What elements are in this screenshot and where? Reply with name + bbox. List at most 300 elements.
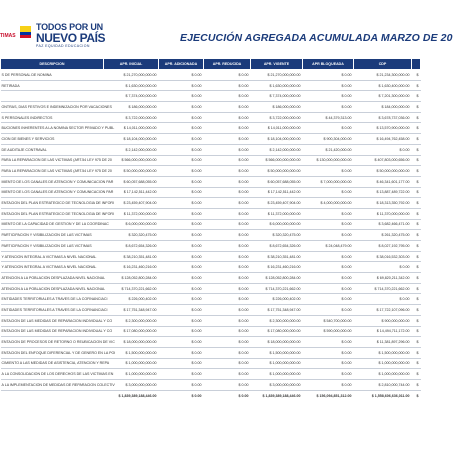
row-amount: $ 0.00 [204, 102, 251, 113]
row-amount: $ 38,016,532,303.00 [354, 251, 412, 262]
row-amount: $ 0.00 [159, 208, 204, 219]
row-amount: $ 23,459,407,904.00 [104, 198, 159, 209]
row-amount: $ 11,372,000,000.00 [251, 208, 303, 219]
table-row [1, 166, 421, 177]
row-amount: $ 0.00 [303, 80, 354, 91]
row-amount: $ 0.00 [204, 273, 251, 284]
table-row [1, 70, 421, 81]
row-amount: $ 128,052,800,284.00 [104, 273, 159, 284]
row-amount: $ 0.00 [303, 219, 354, 230]
total-amount: $ 1,558,606,636,011.00 [354, 390, 412, 402]
row-amount: $ 1,000,000,000.00 [251, 369, 303, 380]
row-amount: $ 1,500,000,000.00 [104, 347, 159, 358]
government-logo [36, 23, 126, 49]
row-amount: $ 18,104,000,000.00 [251, 134, 303, 145]
row-amount: $ 714,370,221,662.00 [354, 283, 412, 294]
table-row [1, 102, 421, 113]
row-amount: $ 226,000,402.00 [251, 294, 303, 305]
row-amount: $ 13,887,489,722.00 [354, 187, 412, 198]
row-amount: $ 0.00 [204, 241, 251, 252]
row-amount: $ 0.00 [204, 230, 251, 241]
row-description: PARA LA REPARACION DE LAS VICTIMAS (ART.54 LEY 975 DE 20 [1, 155, 104, 166]
row-amount: $ 21,270,000,000.00 [251, 70, 303, 81]
row-amount: $ 0.00 [204, 219, 251, 230]
row-amount: $ 0.00 [204, 144, 251, 155]
row-amount: $ 16,231,460,216.00 [104, 262, 159, 273]
row-amount: $ 0.00 [204, 166, 251, 177]
row-description: A LA CONSOLIDACION DE LOS DERECHOS DE LAS VICTIMAS EN [1, 369, 104, 380]
row-amount: $ 0.00 [204, 187, 251, 198]
row-amount: $ 0.00 [204, 123, 251, 134]
row-description: BUCIONES INHERENTES A LA NOMINA SECTOR PRIVADO Y PUBL [1, 123, 104, 134]
row-description: ONTRAS, DIAS FESTIVOS E INDEMNIZACION POR VACACIONES [1, 102, 104, 113]
row-amount: $ 17,142,511,442.00 [104, 187, 159, 198]
table-row [1, 80, 421, 91]
row-amount: $ [412, 219, 421, 230]
row-amount: $ 0.00 [303, 369, 354, 380]
row-amount: $ 0.00 [303, 358, 354, 369]
totals-row [1, 390, 421, 402]
row-amount: $ 16,494,762,458.00 [354, 134, 412, 145]
row-amount: $ 0.00 [354, 144, 412, 155]
row-amount: $ 46,341,601,177.00 [354, 176, 412, 187]
row-amount: $ 0.00 [303, 294, 354, 305]
row-amount: $ [412, 251, 421, 262]
row-amount: $ [412, 166, 421, 177]
table-row [1, 112, 421, 123]
row-description: ATENCION A LA POBLACION DESPLAZADA NIVEL NACIONAL [1, 283, 104, 294]
budget-table-container [0, 58, 419, 402]
row-amount: $ 0.00 [159, 219, 204, 230]
table-row [1, 144, 421, 155]
row-amount: $ 407,803,000,656.00 [354, 155, 412, 166]
row-amount: $ 0.00 [204, 208, 251, 219]
row-description: S DE PERSONAL DE NOMINA [1, 70, 104, 81]
row-amount: $ 0.00 [204, 91, 251, 102]
row-amount: $ 1,000,000,000.00 [251, 358, 303, 369]
row-amount: $ [412, 176, 421, 187]
row-description: CION DE BIENES Y SERVICIOS [1, 134, 104, 145]
row-amount: $ 0.00 [303, 251, 354, 262]
row-amount: $ 0.00 [204, 347, 251, 358]
row-description [1, 91, 104, 102]
row-amount: $ 69,820,211,342.00 [354, 273, 412, 284]
row-amount: $ 0.00 [204, 198, 251, 209]
table-row [1, 251, 421, 262]
table-row [1, 198, 421, 209]
row-amount: $ 0.00 [159, 283, 204, 294]
row-amount: $ [412, 315, 421, 326]
row-amount: $ 4,000,000,000.00 [303, 198, 354, 209]
row-amount: $ 7,374,000,000.00 [251, 91, 303, 102]
row-amount: $ 21,234,300,000.00 [354, 70, 412, 81]
row-amount: $ 0.00 [204, 326, 251, 337]
row-amount: $ [412, 241, 421, 252]
row-amount: $ 18,000,000,000.00 [104, 337, 159, 348]
row-amount: $ 2,810,000,744.00 [354, 379, 412, 390]
row-amount: $ 0.00 [159, 198, 204, 209]
row-amount: $ 17,142,511,442.00 [251, 187, 303, 198]
colombia-flag-icon [20, 26, 31, 38]
row-description: PARTICIPACION Y VISIBILIZACION DE LAS VICTIMAS [1, 230, 104, 241]
row-amount: $ 0.00 [303, 187, 354, 198]
row-amount: $ 0.00 [159, 337, 204, 348]
flag-red-band [20, 35, 31, 38]
row-amount: $ 8,672,654,326.00 [104, 241, 159, 252]
row-amount: $ 1,000,000,000.00 [104, 369, 159, 380]
table-row [1, 262, 421, 273]
row-amount: $ 60,057,688,055.00 [104, 176, 159, 187]
row-description: RETIRADA [1, 80, 104, 91]
row-amount: $ 7,000,000,000.00 [303, 176, 354, 187]
row-amount: $ 0.00 [159, 251, 204, 262]
row-amount: $ [412, 91, 421, 102]
row-amount: $ 130,000,000,000.00 [303, 155, 354, 166]
row-amount: $ 3,682,466,471.00 [354, 219, 412, 230]
row-amount: $ 0.00 [159, 166, 204, 177]
row-amount: $ [412, 305, 421, 316]
row-amount: $ 0.00 [303, 230, 354, 241]
row-amount: $ 3,722,000,000.00 [104, 112, 159, 123]
row-amount: $ 1,000,000,000.00 [104, 358, 159, 369]
row-amount: $ 0.00 [159, 230, 204, 241]
row-amount: $ [412, 198, 421, 209]
row-amount: $ 0.00 [204, 337, 251, 348]
page-title: EJECUCIÓN AGREGADA ACUMULADA MARZO DE 20 [180, 32, 453, 44]
row-amount: $ 0.00 [159, 155, 204, 166]
logo-line-1: TODOS POR UN [36, 22, 103, 32]
row-amount: $ 714,370,221,662.00 [104, 283, 159, 294]
row-amount: $ 186,000,000.00 [251, 102, 303, 113]
row-amount: $ 8,027,192,795.00 [354, 241, 412, 252]
row-amount: $ 2,142,000,000.00 [104, 144, 159, 155]
row-amount: $ 0.00 [159, 347, 204, 358]
table-row [1, 273, 421, 284]
table-row [1, 379, 421, 390]
logo-line-2: NUEVO PAÍS [36, 31, 106, 45]
row-amount: $ 0.00 [303, 70, 354, 81]
row-amount: $ 0.00 [303, 305, 354, 316]
row-amount: $ [412, 294, 421, 305]
table-row [1, 219, 421, 230]
row-amount: $ [412, 134, 421, 145]
column-header: CDP [354, 59, 412, 70]
row-description: ENTACION DE LAS MEDIDAS DE REPARACION INDIVIDUAL Y CO [1, 315, 104, 326]
row-amount: $ 714,370,221,662.00 [251, 283, 303, 294]
row-description: PARTICIPACION Y VISIBILIZACION DE LAS VICTIMAS [1, 241, 104, 252]
row-amount: $ 0.00 [204, 70, 251, 81]
row-amount: $ 0.00 [159, 273, 204, 284]
row-amount: $ 0.00 [159, 305, 204, 316]
row-amount: $ 0.00 [204, 262, 251, 273]
row-amount: $ [412, 283, 421, 294]
row-amount: $ 0.00 [159, 102, 204, 113]
row-amount: $ 3,000,000,000.00 [104, 379, 159, 390]
row-amount: $ 50,000,000,000.00 [354, 166, 412, 177]
row-amount: $ [412, 347, 421, 358]
table-row [1, 347, 421, 358]
row-amount: $ [412, 262, 421, 273]
row-amount: $ 18,104,000,000.00 [104, 134, 159, 145]
row-amount: $ 0.00 [159, 294, 204, 305]
row-amount: $ 38,210,351,481.00 [251, 251, 303, 262]
row-description: ATENCION A LA POBLACION DESPLAZADA NIVEL NACIONAL [1, 273, 104, 284]
row-amount: $ [412, 369, 421, 380]
row-amount: $ 0.00 [159, 123, 204, 134]
row-amount: $ 8,672,654,326.00 [251, 241, 303, 252]
table-row [1, 123, 421, 134]
table-header-row [1, 59, 421, 70]
logo-line-3: PAZ EQUIDAD EDUCACION [36, 44, 90, 48]
table-row [1, 305, 421, 316]
row-amount: $ 6,000,000,000.00 [251, 219, 303, 230]
row-amount: $ 0.00 [204, 155, 251, 166]
table-row [1, 294, 421, 305]
total-amount: $ 1,839,389,188,446.00 [104, 390, 159, 402]
row-amount: $ 0.00 [303, 379, 354, 390]
total-amount: $ 0.00 [204, 390, 251, 402]
row-amount: $ 17,722,107,096.00 [354, 305, 412, 316]
row-amount: $ 3,678,737,036.00 [354, 112, 412, 123]
row-amount: $ 1,000,000,000.00 [354, 369, 412, 380]
column-header: APR. ADICIONADA [159, 59, 204, 70]
row-amount: $ 0.00 [204, 379, 251, 390]
row-description: CIMIENTO A LAS MEDIDAS DE ASISTENCIA, ATENCION Y REPA [1, 358, 104, 369]
total-amount [1, 390, 104, 402]
column-header [412, 59, 421, 70]
table-row [1, 315, 421, 326]
row-amount: $ [412, 112, 421, 123]
row-amount: $ 590,000,000.00 [303, 326, 354, 337]
row-amount: $ 900,304,000.00 [303, 134, 354, 145]
row-amount: $ 0.00 [204, 294, 251, 305]
budget-table [0, 58, 421, 402]
row-amount: $ 17,751,348,947.00 [251, 305, 303, 316]
row-amount: $ 0.00 [303, 123, 354, 134]
row-amount: $ 900,000,000.00 [354, 315, 412, 326]
row-amount: $ 0.00 [303, 337, 354, 348]
victimas-logo-text: TIMAS [0, 33, 16, 39]
total-amount: $ 1,839,389,188,446.00 [251, 390, 303, 402]
table-row [1, 283, 421, 294]
row-amount: $ 320,320,475.00 [251, 230, 303, 241]
row-amount: $ [412, 273, 421, 284]
table-row [1, 134, 421, 145]
row-amount: $ 0.00 [204, 315, 251, 326]
row-amount: $ 186,000,000.00 [104, 102, 159, 113]
row-amount: $ 566,000,000,000.00 [251, 155, 303, 166]
row-amount: $ 0.00 [159, 144, 204, 155]
row-amount: $ 7,374,000,000.00 [104, 91, 159, 102]
row-amount: $ 6,000,000,000.00 [104, 219, 159, 230]
row-amount: $ 0.00 [204, 283, 251, 294]
row-amount: $ 0.00 [354, 262, 412, 273]
row-amount: $ 0.00 [159, 369, 204, 380]
total-amount: $ 156,094,851,312.00 [303, 390, 354, 402]
column-header: DESCRIPCION [1, 59, 104, 70]
row-description: Y ATENCION INTEGRAL A VICTIMAS A NIVEL NACIONAL [1, 262, 104, 273]
row-amount: $ 0.00 [204, 112, 251, 123]
table-row [1, 176, 421, 187]
row-amount: $ 2,300,000,000.00 [251, 315, 303, 326]
row-description: ENTACION DEL PLAN ESTRATEGICO DE TECNOLOGIA DE INFORI [1, 198, 104, 209]
table-row [1, 230, 421, 241]
row-amount: $ 50,000,000,000.00 [251, 166, 303, 177]
row-amount: $ 1,500,000,000.00 [354, 347, 412, 358]
row-amount: $ [412, 208, 421, 219]
row-amount: $ 184,000,000.00 [354, 102, 412, 113]
row-amount: $ 320,320,475.00 [104, 230, 159, 241]
row-amount: $ 16,231,460,216.00 [251, 262, 303, 273]
row-description: S PERSONALES INDIRECTOS [1, 112, 104, 123]
row-amount: $ 60,057,688,055.00 [251, 176, 303, 187]
row-amount: $ [412, 358, 421, 369]
table-row [1, 187, 421, 198]
row-amount: $ 0.00 [204, 134, 251, 145]
column-header: APR. VIGENTE [251, 59, 303, 70]
row-amount: $ 3,000,000,000.00 [251, 379, 303, 390]
row-amount: $ [412, 326, 421, 337]
total-amount: $ 0.00 [159, 390, 204, 402]
table-row [1, 91, 421, 102]
row-amount: $ 0.00 [354, 294, 412, 305]
table-row [1, 337, 421, 348]
row-amount: $ 0.00 [303, 91, 354, 102]
row-amount: $ 14,011,000,000.00 [104, 123, 159, 134]
row-description: ENTACION DE LAS MEDIDAS DE REPARACION INDIVIDUAL Y CO [1, 326, 104, 337]
row-amount: $ 1,630,400,000.00 [354, 80, 412, 91]
column-header: APR. REDUCIDA [204, 59, 251, 70]
row-amount: $ 0.00 [204, 305, 251, 316]
row-amount: $ 0.00 [303, 273, 354, 284]
row-amount: $ [412, 123, 421, 134]
row-amount: $ 17,080,000,000.00 [104, 326, 159, 337]
row-amount: $ 540,700,000.00 [303, 315, 354, 326]
row-amount: $ 0.00 [159, 91, 204, 102]
row-amount: $ 7,201,300,000.00 [354, 91, 412, 102]
row-amount: $ 24,048,479.00 [303, 241, 354, 252]
row-amount: $ 0.00 [159, 70, 204, 81]
row-amount: $ 0.00 [204, 358, 251, 369]
row-amount: $ 14,011,000,000.00 [251, 123, 303, 134]
row-amount: $ 44,379,313.00 [303, 112, 354, 123]
row-description: ENTIDADES TERRITORIALES A TRAVES DE LA COFINANCIACI [1, 294, 104, 305]
row-amount: $ 18,313,350,792.00 [354, 198, 412, 209]
row-amount: $ 0.00 [204, 176, 251, 187]
table-row [1, 155, 421, 166]
row-amount: $ [412, 144, 421, 155]
row-description: MIENTO DE LOS CANALES DE ATENCION Y COMUNICACION PAR [1, 187, 104, 198]
row-amount: $ 0.00 [159, 379, 204, 390]
row-amount: $ [412, 187, 421, 198]
table-row [1, 369, 421, 380]
column-header: APR. INICIAL [104, 59, 159, 70]
row-amount: $ 0.00 [159, 326, 204, 337]
row-amount: $ 23,459,407,904.00 [251, 198, 303, 209]
row-amount: $ 0.00 [303, 166, 354, 177]
row-amount: $ 13,570,900,000.00 [354, 123, 412, 134]
row-amount: $ 0.00 [159, 187, 204, 198]
row-amount: $ 11,381,897,296.00 [354, 337, 412, 348]
row-amount: $ 0.00 [303, 347, 354, 358]
row-amount: $ [412, 337, 421, 348]
row-amount: $ 128,052,800,284.00 [251, 273, 303, 284]
row-amount: $ 0.00 [303, 283, 354, 294]
row-amount: $ 0.00 [159, 262, 204, 273]
row-amount: $ 1,500,000,000.00 [251, 347, 303, 358]
row-amount: $ 0.00 [159, 358, 204, 369]
row-amount: $ 566,000,000,000.00 [104, 155, 159, 166]
row-description: ENTACION DEL ENFOQUE DIFERENCIAL Y DE GENERO EN LA POI [1, 347, 104, 358]
row-description: ENTACION DEL PLAN ESTRATEGICO DE TECNOLOGIA DE INFORI [1, 208, 104, 219]
row-amount: $ [412, 70, 421, 81]
row-amount: $ 261,320,475.00 [354, 230, 412, 241]
row-amount: $ 1,630,000,000.00 [104, 80, 159, 91]
row-amount: $ 0.00 [159, 176, 204, 187]
row-amount: $ 1,630,000,000.00 [251, 80, 303, 91]
row-amount: $ [412, 379, 421, 390]
victimas-logo [0, 24, 16, 39]
row-amount: $ 226,000,402.00 [104, 294, 159, 305]
row-amount: $ 11,372,000,000.00 [104, 208, 159, 219]
row-description: ENTACION DE PROCESOS DE RETORNO O REUBICACION DE VIC [1, 337, 104, 348]
row-amount: $ 0.00 [303, 102, 354, 113]
row-amount: $ 38,210,351,481.00 [104, 251, 159, 262]
row-amount: $ 0.00 [204, 251, 251, 262]
row-amount: $ 0.00 [204, 369, 251, 380]
row-amount: $ 0.00 [159, 241, 204, 252]
column-header: APR BLOQUEADA [303, 59, 354, 70]
row-amount: $ 18,000,000,000.00 [251, 337, 303, 348]
row-amount: $ 2,300,000,000.00 [104, 315, 159, 326]
table-row [1, 241, 421, 252]
row-amount: $ 0.00 [303, 262, 354, 273]
row-amount: $ 50,000,000,000.00 [104, 166, 159, 177]
row-description: DE AUDITAJE CONTRAVAL [1, 144, 104, 155]
row-amount: $ [412, 230, 421, 241]
row-amount: $ 0.00 [159, 315, 204, 326]
total-amount: $ [412, 390, 421, 402]
row-amount: $ 21,420,000.00 [303, 144, 354, 155]
row-amount: $ 14,494,711,172.00 [354, 326, 412, 337]
row-description: A LA IMPLEMENTACION DE MEDIDAS DE REPARACION COLECTIV [1, 379, 104, 390]
row-description: ENTIDADES TERRITORIALES A TRAVES DE LA COFINANCIACI [1, 305, 104, 316]
row-amount: $ 0.00 [159, 134, 204, 145]
table-row [1, 326, 421, 337]
row-amount: $ 21,270,000,000.00 [104, 70, 159, 81]
row-amount: $ 3,722,000,000.00 [251, 112, 303, 123]
row-amount: $ [412, 80, 421, 91]
row-amount: $ 0.00 [204, 80, 251, 91]
row-amount: $ [412, 102, 421, 113]
row-description: Y ATENCION INTEGRAL A VICTIMAS A NIVEL NACIONAL [1, 251, 104, 262]
row-amount: $ 11,370,000,000.00 [354, 208, 412, 219]
row-amount: $ 0.00 [303, 208, 354, 219]
row-amount: $ 17,751,348,947.00 [104, 305, 159, 316]
row-description: PARA LA REPARACION DE LAS VICTIMAS (ART.54 LEY 975 DE 20 [1, 166, 104, 177]
row-description: MIENTO DE LOS CANALES DE ATENCION Y COMUNICACION PAR [1, 176, 104, 187]
row-amount: $ 1,000,000,000.00 [354, 358, 412, 369]
row-amount: $ 0.00 [159, 80, 204, 91]
row-amount: $ 17,080,000,000.00 [251, 326, 303, 337]
table-body [1, 70, 421, 403]
row-amount: $ 2,142,000,000.00 [251, 144, 303, 155]
row-amount: $ 0.00 [159, 112, 204, 123]
table-row [1, 358, 421, 369]
row-amount: $ [412, 155, 421, 166]
table-row [1, 208, 421, 219]
row-description: MIENTO DE LA CAPACIDAD DE GESTION Y DE LA COORDINAC [1, 219, 104, 230]
